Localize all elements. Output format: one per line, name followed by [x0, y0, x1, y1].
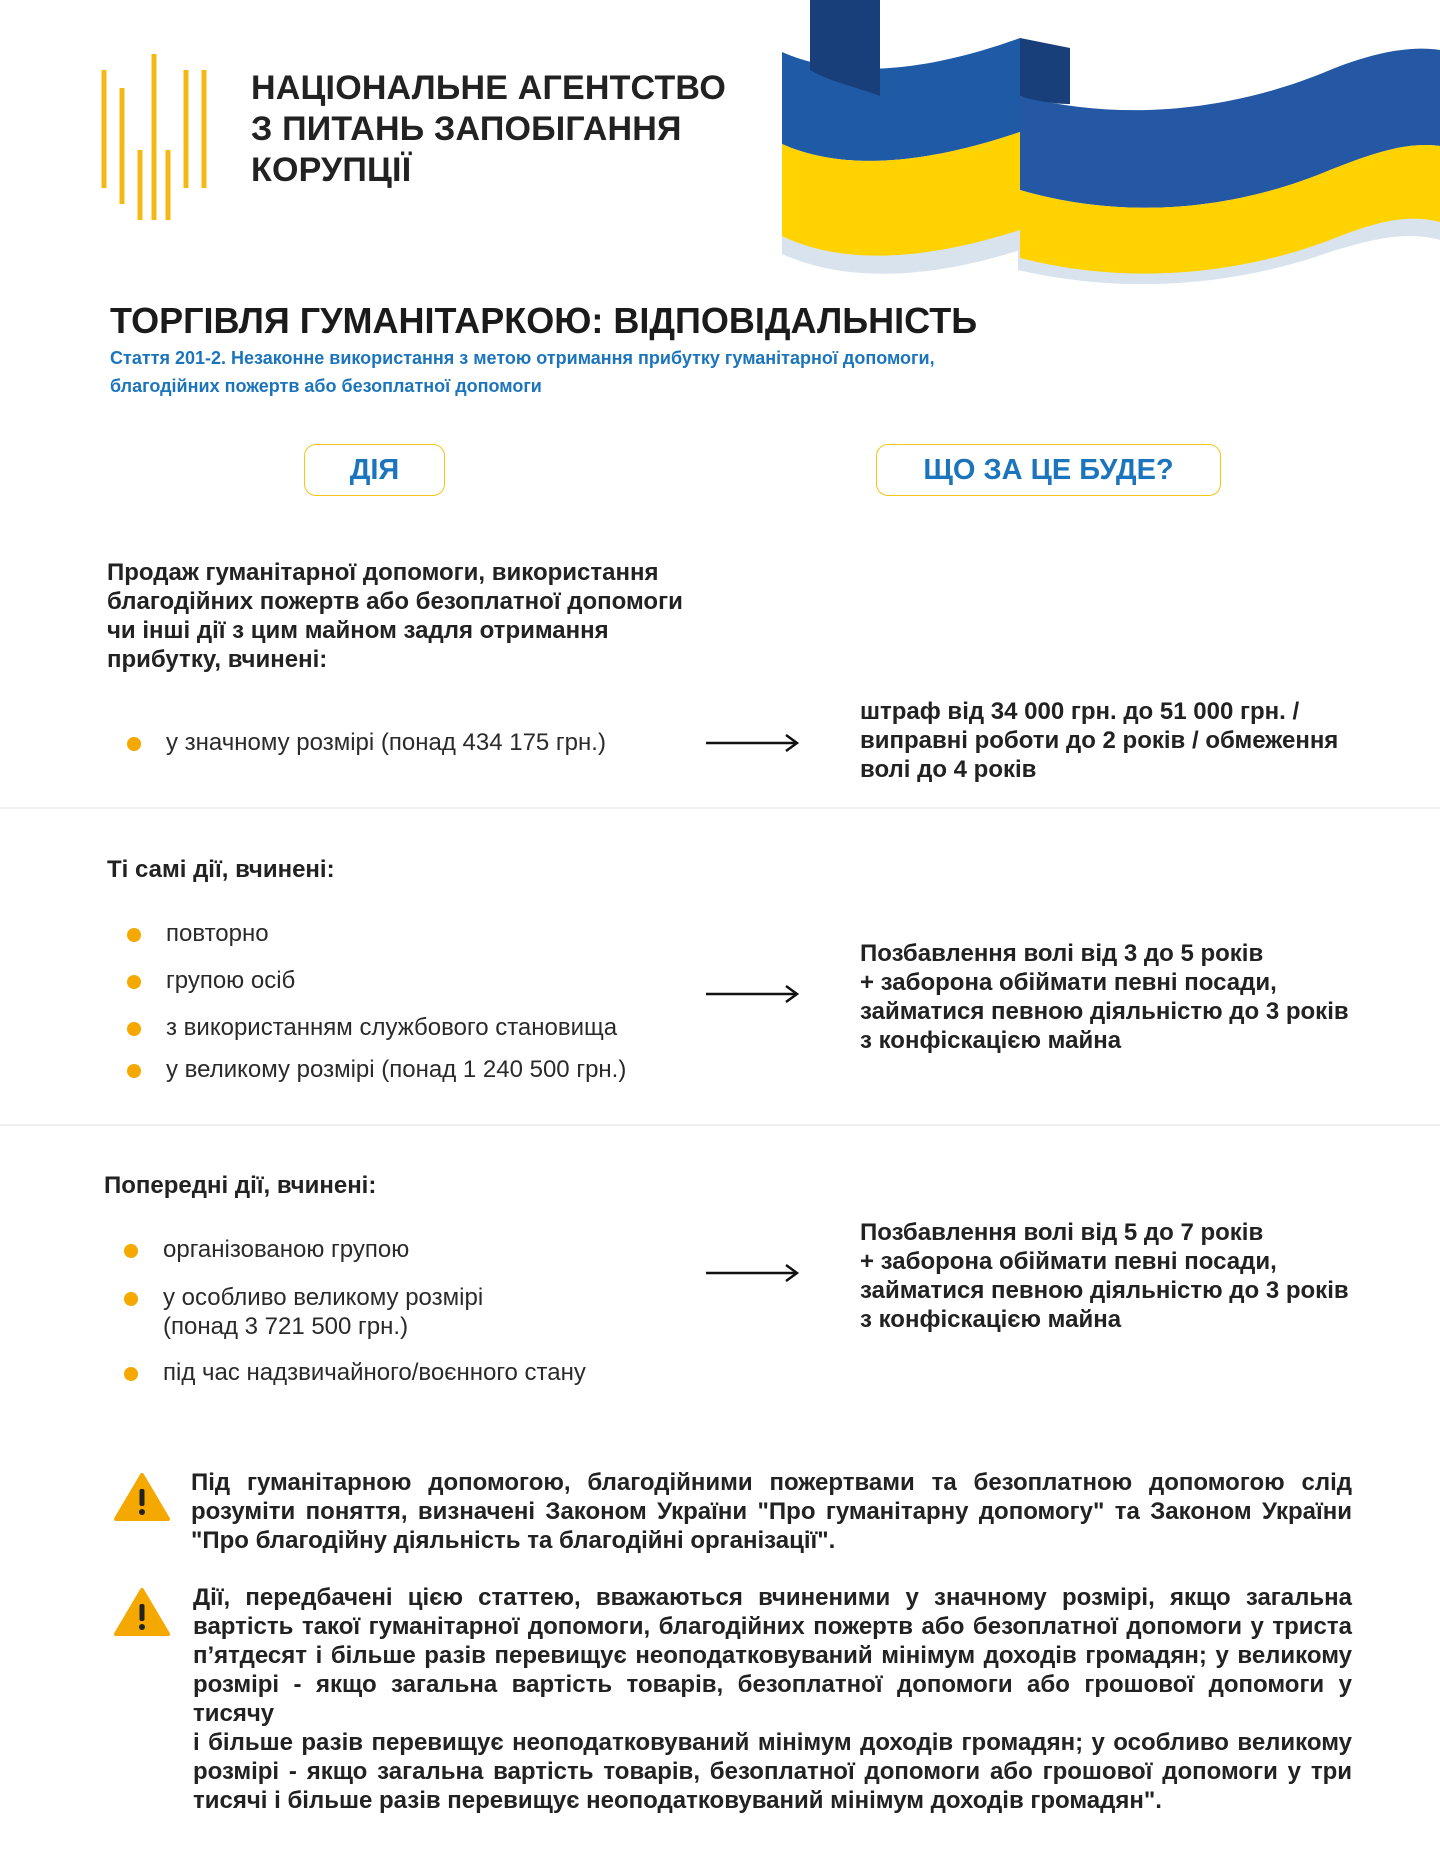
penalty-line: з конфіскацією майна [860, 1306, 1122, 1333]
note-line: Дії, передбачені цією статтею, вважаються вчиненими у значному розмірі, якщо загальна [193, 1584, 1352, 1611]
section-1-lead [107, 558, 707, 674]
bullet-icon [127, 975, 141, 989]
bullet-icon [127, 928, 141, 942]
list-item [124, 1283, 483, 1341]
list-item [127, 919, 269, 948]
list-item [127, 1055, 626, 1084]
list-item [127, 728, 606, 757]
warning-icon [114, 1472, 170, 1522]
section-2-penalty [860, 939, 1380, 1055]
note-humanitarian-definition [191, 1468, 1352, 1555]
note-line: тисячі і більше разів перевищує неоподатковуваний мінімум доходів громадян". [193, 1787, 1162, 1814]
penalty-line: + заборона обіймати певні посади, [860, 969, 1277, 996]
penalty-line: виправні роботи до 2 років / обмеження [860, 727, 1339, 754]
section-2-lead [107, 855, 707, 884]
section-3-penalty [860, 1218, 1380, 1334]
list-item [124, 1358, 586, 1387]
list-item [127, 966, 295, 995]
lead-line: Попередні дії, вчинені: [104, 1172, 377, 1199]
list-item-text: під час надзвичайного/воєнного стану [163, 1359, 586, 1386]
list-item [124, 1235, 409, 1264]
agency-name-line: З ПИТАНЬ ЗАПОБІГАННЯ [251, 110, 682, 148]
lead-line: Ті самі дії, вчинені: [107, 856, 335, 883]
agency-name-line: КОРУПЦІЇ [251, 151, 412, 189]
list-item-text-line: у особливо великому розмірі [163, 1284, 484, 1311]
section-divider [0, 1124, 1440, 1126]
list-item-text: у великому розмірі (понад 1 240 500 грн.) [166, 1056, 627, 1083]
penalty-line: займатися певною діяльністю до 3 років [860, 1277, 1349, 1304]
lead-line: чи інші дії з цим майном задля отримання [107, 617, 609, 644]
penalty-line: Позбавлення волі від 3 до 5 років [860, 940, 1264, 967]
lead-line: Продаж гуманітарної допомоги, використання [107, 559, 659, 586]
list-item-text [163, 1283, 483, 1341]
note-line: Під гуманітарною допомогою, благодійними пожертвами та безоплатною допомогою слід [191, 1469, 1352, 1496]
note-line: "Про благодійну діяльність та благодійні організації". [191, 1527, 836, 1554]
list-item-text: групою осіб [166, 967, 296, 994]
bullet-icon [124, 1244, 138, 1258]
bullet-icon [127, 1022, 141, 1036]
penalty-line: волі до 4 років [860, 756, 1037, 783]
arrow-right-icon [706, 733, 800, 753]
note-line: розуміти поняття, визначені Законом України "Про гуманітарну допомогу" та Законом України [191, 1498, 1352, 1525]
arrow-right-icon [706, 984, 800, 1004]
arrow-right-icon [706, 1263, 800, 1283]
section-1-penalty [860, 697, 1380, 784]
section-3-lead [104, 1171, 704, 1200]
bullet-icon [127, 1064, 141, 1078]
note-line: і більше разів перевищує неоподатковуваний мінімум доходів громадян; у особливо великому [193, 1729, 1352, 1756]
warning-icon [114, 1587, 170, 1637]
list-item-text-line: (понад 3 721 500 грн.) [163, 1313, 409, 1340]
penalty-line: займатися певною діяльністю до 3 років [860, 998, 1349, 1025]
bullet-icon [124, 1367, 138, 1381]
list-item-text: з використанням службового становища [166, 1014, 618, 1041]
note-line: розмірі - якщо загальна вартість товарів, безоплатної допомоги або грошової допомоги у три [193, 1758, 1352, 1785]
penalty-line: штраф від 34 000 грн. до 51 000 грн. / [860, 698, 1300, 725]
ukrainian-flag-icon [770, 0, 1440, 290]
column-action-header: ДІЯ [304, 444, 445, 496]
article-subtitle [110, 344, 990, 400]
list-item-text: повторно [166, 920, 269, 947]
column-result-header: ЩО ЗА ЦЕ БУДЕ? [876, 444, 1221, 496]
bullet-icon [124, 1292, 138, 1306]
note-line: п’ятдесят і більше разів перевищує неоподатковуваний мінімум доходів громадян; у великому [193, 1642, 1352, 1669]
article-subtitle-line: Стаття 201-2. Незаконне використання з метою отримання прибутку гуманітарної допомоги, [110, 348, 935, 368]
nazk-logo-icon [100, 50, 210, 220]
list-item-text: організованою групою [163, 1236, 410, 1263]
note-size-thresholds [193, 1583, 1352, 1815]
page-title: ТОРГІВЛЯ ГУМАНІТАРКОЮ: ВІДПОВІДАЛЬНІСТЬ [110, 300, 978, 341]
article-subtitle-line: благодійних пожертв або безоплатної допомоги [110, 376, 542, 396]
agency-name [251, 68, 771, 191]
lead-line: благодійних пожертв або безоплатної допомоги [107, 588, 683, 615]
lead-line: прибутку, вчинені: [107, 646, 328, 673]
section-divider [0, 807, 1440, 809]
list-item-text: у значному розмірі (понад 434 175 грн.) [166, 729, 606, 756]
agency-name-line: НАЦІОНАЛЬНЕ АГЕНТСТВО [251, 69, 726, 107]
note-line: розмірі - якщо загальна вартість товарів, безоплатної допомоги або грошової допомоги у тисячу [193, 1671, 1352, 1727]
penalty-line: з конфіскацією майна [860, 1027, 1122, 1054]
note-line: вартість такої гуманітарної допомоги, благодійних пожертв або безоплатної допомоги у триста [193, 1613, 1352, 1640]
bullet-icon [127, 737, 141, 751]
penalty-line: Позбавлення волі від 5 до 7 років [860, 1219, 1264, 1246]
list-item [127, 1013, 617, 1042]
penalty-line: + заборона обіймати певні посади, [860, 1248, 1277, 1275]
